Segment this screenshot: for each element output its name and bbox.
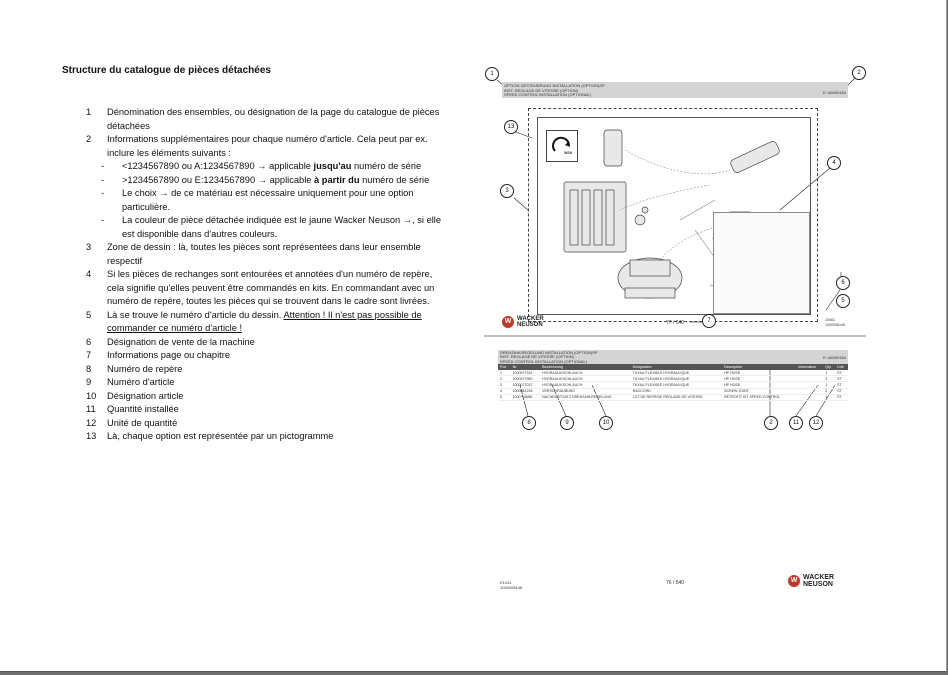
legend-item — [86, 309, 446, 336]
column-header: Information — [796, 364, 823, 370]
subitem-b: jusqu'au — [313, 161, 352, 171]
legend-item — [86, 241, 446, 268]
legend-subitem: - Le choix → de ce matériau est nécessaire uniquement pour une option particulière. — [101, 188, 414, 212]
legend-text: Informations page ou chapitre — [107, 350, 231, 360]
legend-text: Zone de dessin : là, toutes les pièces sont représentées dans leur ensemble respectif — [107, 242, 421, 266]
legend-text: Numéro de repère — [107, 363, 183, 374]
callout-5: 5 — [836, 294, 850, 308]
subitem-pre: >1234567890 ou E:1234567890 → applicable — [122, 174, 315, 185]
subitem-pre: La couleur de pièce détachée indiquée est le jaune Wacker Neuson →, si elle est disponible dans d'autres couleurs. — [122, 215, 442, 239]
legend-text-wrap — [107, 376, 446, 390]
legend-number: 8 — [86, 363, 92, 374]
column-header: Nr. — [511, 364, 541, 370]
legend-text-wrap — [107, 430, 446, 444]
logo-text-top: WACKER — [517, 316, 544, 322]
callout-11: 11 — [789, 416, 803, 430]
table-cell: LOT DE REPRISE RÉGLAGE DE VITESSE — [631, 394, 722, 400]
header-line: SPEED CONTROL INSTALLATION (OPTIONAL) — [504, 92, 592, 98]
table-cell: 1 — [823, 370, 835, 376]
table-cell: HP HOSE — [722, 382, 796, 388]
table-cell: ST — [835, 394, 848, 400]
subitem-b: à partir du — [314, 174, 360, 185]
subitem-pre: <1234567890 ou A:1234567890 → applicable — [122, 161, 314, 171]
table-header-code: E: A6000184 — [823, 355, 846, 360]
table-cell: ST — [835, 370, 848, 376]
legend-text-wrap — [107, 241, 446, 268]
table-header-line: INST. REGLAGE DE VITESSE (OPTION) — [500, 354, 575, 360]
legend-text-wrap — [107, 268, 446, 309]
legend-item — [86, 363, 446, 377]
legend-item — [86, 106, 446, 133]
legend-text: Informations supplémentaires pour chaque numéro d'article. Cela peut par ex. inclure les éléments suivants : — [107, 134, 428, 158]
table-cell: 2 — [823, 388, 835, 394]
catalogue-figure — [480, 60, 872, 590]
callout-1: 1 — [485, 67, 499, 81]
legend-item — [86, 268, 446, 309]
logo-text-bottom: NEUSON — [803, 581, 833, 588]
figure-header-band — [502, 82, 848, 98]
legend-number: 4 — [86, 269, 92, 279]
subitem-pre: Le choix → de ce matériau est nécessaire uniquement pour une option particulière. — [122, 188, 414, 212]
subitem-post: numéro de série — [351, 161, 422, 171]
side-code: 1000008146 — [825, 323, 845, 327]
legend-item — [86, 430, 446, 444]
legend-item — [86, 390, 446, 404]
legend-item — [86, 133, 446, 160]
table-cell: ST — [835, 376, 848, 382]
legend-number: 7 — [86, 350, 92, 360]
parts-table-block — [498, 350, 848, 401]
legend-number: 2 — [86, 134, 92, 144]
table-cell: RACCORD — [631, 388, 722, 394]
legend-number: 11 — [86, 404, 96, 414]
footer-code: E1041 — [500, 580, 512, 585]
legend-number: 3 — [86, 242, 92, 252]
header-line: INST. REGLAGE DE VITESSE (OPTION) — [504, 87, 579, 93]
callout-4: 4 — [827, 156, 841, 170]
table-cell: 4 — [498, 388, 511, 394]
table-cell: HYDRAULIKSCHLAUCH — [540, 370, 630, 376]
legend-text: Désignation article — [107, 390, 184, 401]
table-row — [498, 394, 848, 400]
callout-2: 2 — [852, 66, 866, 80]
table-cell: 1000077037 — [511, 382, 541, 388]
column-header: Bezeichnung — [540, 364, 630, 370]
footer-logo — [788, 574, 834, 588]
table-cell: VERSCHRAUBUNG — [540, 388, 630, 394]
table-cell: TUYAU FLEXIBLE HYDRAULIQUE — [631, 376, 722, 382]
table-cell — [796, 394, 823, 400]
callout-13: 13 — [504, 120, 518, 134]
column-header: Pos — [498, 364, 511, 370]
logo-text-bottom: NEUSON — [517, 322, 543, 328]
legend-number: 12 — [86, 417, 97, 428]
logo-text-top: WACKER — [803, 574, 835, 581]
table-cell: ST — [835, 382, 848, 388]
header-code: E: A6000184 — [823, 90, 846, 95]
page-title: Structure du catalogue de pièces détachées — [62, 65, 271, 76]
table-cell: 1 — [823, 394, 835, 400]
table-cell: SCREW JOINT — [722, 388, 796, 394]
callout-3: 3 — [500, 184, 514, 198]
table-cell: HYDRAULIKSCHLAUCH — [540, 376, 630, 382]
table-cell: 1000077331 — [511, 370, 541, 376]
rotation-arrow-icon — [547, 131, 577, 161]
callout-10: 10 — [599, 416, 613, 430]
legend-item — [86, 349, 446, 363]
picto-label: WSN — [564, 151, 573, 155]
column-header: Unit — [835, 364, 848, 370]
legend-text: Si les pièces de rechanges sont entourées et annotées d'un numéro de repère, cela signifie qu'elles peuvent être commandés en kits. En commandant avec un numéro de repère, toutes les pièces qui se trouvent dans le cadre sont livrées. — [107, 269, 435, 306]
table-cell: ST — [835, 388, 848, 394]
legend-text: Là se trouve le numéro d'article du dessin. — [107, 309, 282, 320]
callout-2b: 2 — [764, 416, 778, 430]
legend-subitem: - La couleur de pièce détachée indiquée est le jaune Wacker Neuson →, si elle est disponible dans d'autres couleurs. — [101, 215, 442, 239]
legend-number: 5 — [86, 309, 92, 320]
legend-list — [86, 106, 446, 444]
table-cell: 1 — [498, 370, 511, 376]
table-cell: 1 — [823, 376, 835, 382]
column-header: Désignation — [631, 364, 722, 370]
table-cell: RETROFIT KIT SPEED CONTROL — [722, 394, 796, 400]
wacker-neuson-logo — [502, 316, 544, 328]
footer-code: 1000008146 — [500, 585, 523, 590]
table-cell: 3 — [498, 382, 511, 388]
legend-text-wrap — [107, 390, 446, 404]
legend-text: Numéro d'article — [107, 377, 175, 387]
legend-number: 10 — [86, 390, 97, 401]
legend-text-wrap — [107, 349, 446, 363]
table-cell: TUYAU FLEXIBLE HYDRAULIQUE — [631, 382, 722, 388]
table-cell: 5 — [498, 394, 511, 400]
subitem-post: numéro de série — [359, 174, 430, 185]
legend-text: Dénomination des ensembles, ou désignation de la page du catalogue de pièces détachées — [107, 107, 440, 131]
legend-number: 6 — [86, 336, 92, 347]
legend-number: 9 — [86, 377, 92, 387]
legend-text: Là, chaque option est représentée par un pictogramme — [107, 431, 334, 441]
legend-number: 13 — [86, 431, 97, 441]
callout-7: 7 — [702, 314, 716, 328]
column-header: Qty — [823, 364, 835, 370]
legend-text: Désignation de vente de la machine — [107, 336, 255, 347]
callout-12: 12 — [809, 416, 823, 430]
legend-item — [86, 403, 446, 417]
table-cell: 1000 P3686 — [511, 394, 541, 400]
legend-text-wrap — [107, 363, 446, 377]
legend-subitem: - <1234567890 ou A:1234567890 → applicable jusqu'au numéro de série — [101, 161, 422, 171]
column-header: Description — [722, 364, 796, 370]
table-cell: HP HOSE — [722, 376, 796, 382]
legend-text-wrap — [107, 106, 446, 133]
legend-text: Quantité installée — [107, 404, 179, 414]
legend-text-wrap — [107, 309, 446, 336]
legend-number: 1 — [86, 107, 92, 117]
table-cell: 1000081226 — [511, 388, 541, 394]
logo-mark: W — [788, 575, 800, 587]
legend-item — [86, 417, 446, 431]
option-pictogram — [546, 130, 578, 162]
legend-text: Unité de quantité — [107, 417, 178, 428]
legend-item — [86, 376, 446, 390]
side-code: 10081 — [825, 318, 835, 322]
legend-text-wrap — [107, 133, 446, 160]
logo-mark: W — [502, 316, 514, 328]
kit-dashed-frame — [528, 108, 818, 322]
footer-page: 76 / 540 — [666, 580, 685, 586]
legend-item — [86, 336, 446, 350]
table-cell: HP HOSE — [722, 370, 796, 376]
table-cell: NACHRUSTSATZ DREHZAHLREGELUNG — [540, 394, 630, 400]
table-cell: HYDRAULIKSCHLAUCH — [540, 382, 630, 388]
legend-text-wrap — [107, 336, 446, 350]
parts-table — [498, 364, 848, 401]
legend-subitem: - >1234567890 ou E:1234567890 → applicable à partir du numéro de série — [101, 174, 430, 185]
drawing-area — [537, 117, 811, 315]
table-cell: 2 — [498, 376, 511, 382]
legend-text-wrap — [107, 403, 446, 417]
table-header-band — [498, 350, 848, 364]
callout-6: 6 — [836, 276, 850, 290]
table-header-line: SPEED CONTROL INSTALLATION (OPTIONAL) — [500, 358, 588, 364]
legend-text-wrap — [107, 417, 446, 431]
table-header-line: DREHZAHLREGELUNG INSTALLATION (OPTION)SP — [500, 350, 598, 355]
figure-page-ref: 77 / 540 — [666, 320, 685, 326]
callout-8: 8 — [522, 416, 536, 430]
callout-9: 9 — [560, 416, 574, 430]
table-cell: 1 — [823, 382, 835, 388]
header-line: OPTION GESTEUERUNG INSTALLATION (OPTION)SP — [504, 83, 605, 88]
detail-section — [713, 212, 810, 314]
legend-warning: Attention ! Il n'est pas possible de commander ce numéro d'article ! — [107, 309, 422, 333]
table-cell: TUYAU FLEXIBLE HYDRAULIQUE — [631, 370, 722, 376]
table-cell: 1000077960 — [511, 376, 541, 382]
